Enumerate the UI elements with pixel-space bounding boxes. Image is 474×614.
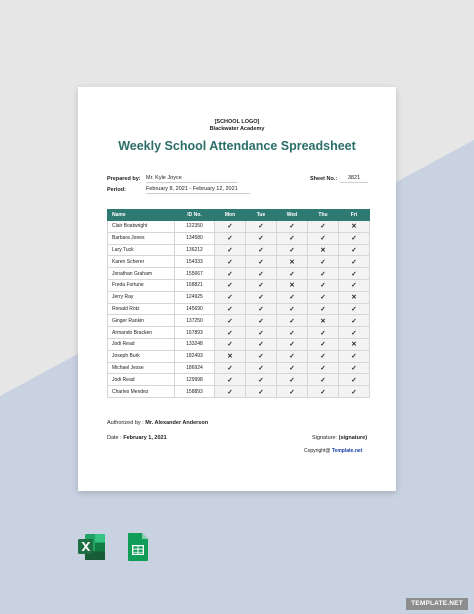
attendance-mark-tue: ✓: [246, 374, 277, 386]
attendance-mark-tue: ✓: [246, 315, 277, 327]
attendance-mark-fri: ✓: [339, 244, 370, 256]
student-name: Charles Mendez: [108, 386, 175, 398]
table-row: [108, 386, 370, 398]
attendance-mark-thu: ✕: [308, 315, 339, 327]
header-name: Name: [108, 210, 175, 221]
header-id: ID No.: [175, 210, 215, 221]
student-name: Ginger Rankin: [108, 315, 175, 327]
table-row: [108, 374, 370, 386]
attendance-mark-tue: ✓: [246, 386, 277, 398]
attendance-mark-wed: ✓: [277, 362, 308, 374]
attendance-mark-fri: ✓: [339, 350, 370, 362]
student-id: 136212: [175, 244, 215, 256]
signature-line: [312, 435, 367, 441]
attendance-mark-thu: ✓: [308, 268, 339, 280]
attendance-mark-mon: ✓: [215, 315, 246, 327]
attendance-mark-mon: ✓: [215, 232, 246, 244]
attendance-mark-thu: ✓: [308, 362, 339, 374]
student-id: 122350: [175, 221, 215, 233]
period-value: February 8, 2021 - February 12, 2021: [146, 185, 250, 194]
google-sheets-icon[interactable]: [127, 532, 149, 562]
student-name: Ronald Rotz: [108, 303, 175, 315]
table-row: [108, 221, 370, 233]
attendance-mark-fri: ✓: [339, 268, 370, 280]
student-id: 182493: [175, 350, 215, 362]
attendance-mark-tue: ✓: [246, 244, 277, 256]
attendance-mark-thu: ✓: [308, 256, 339, 268]
table-row: [108, 291, 370, 303]
student-id: 155667: [175, 268, 215, 280]
student-id: 186924: [175, 362, 215, 374]
table-row: [108, 327, 370, 339]
attendance-mark-wed: ✓: [277, 291, 308, 303]
attendance-mark-wed: ✓: [277, 232, 308, 244]
attendance-mark-wed: ✓: [277, 244, 308, 256]
authorized-by-line: [107, 420, 208, 426]
document-title: Weekly School Attendance Spreadsheet: [118, 139, 356, 153]
attendance-mark-wed: ✓: [277, 338, 308, 350]
attendance-mark-mon: ✓: [215, 338, 246, 350]
attendance-table-body: [108, 221, 370, 398]
attendance-mark-wed: ✕: [277, 279, 308, 291]
attendance-mark-mon: ✓: [215, 386, 246, 398]
student-id: 158893: [175, 386, 215, 398]
student-name: Clair Boatwright: [108, 221, 175, 233]
header-tue: Tue: [246, 210, 277, 221]
attendance-mark-mon: ✓: [215, 221, 246, 233]
table-row: [108, 268, 370, 280]
table-row: [108, 338, 370, 350]
student-name: Jerry Ray: [108, 291, 175, 303]
attendance-mark-mon: ✓: [215, 291, 246, 303]
attendance-mark-tue: ✓: [246, 291, 277, 303]
attendance-mark-fri: ✕: [339, 221, 370, 233]
attendance-mark-thu: ✓: [308, 232, 339, 244]
attendance-mark-wed: ✓: [277, 374, 308, 386]
attendance-mark-fri: ✓: [339, 256, 370, 268]
student-id: 134580: [175, 232, 215, 244]
student-id: 154333: [175, 256, 215, 268]
attendance-mark-tue: ✓: [246, 303, 277, 315]
attendance-mark-thu: ✓: [308, 221, 339, 233]
attendance-mark-tue: ✓: [246, 256, 277, 268]
attendance-mark-mon: ✕: [215, 350, 246, 362]
attendance-mark-wed: ✓: [277, 315, 308, 327]
student-id: 124925: [175, 291, 215, 303]
attendance-mark-mon: ✓: [215, 268, 246, 280]
student-name: Lary Tuck: [108, 244, 175, 256]
student-name: Karen Scherer: [108, 256, 175, 268]
student-id: 145690: [175, 303, 215, 315]
attendance-mark-fri: ✕: [339, 291, 370, 303]
attendance-mark-mon: ✓: [215, 303, 246, 315]
attendance-mark-fri: ✕: [339, 338, 370, 350]
header-mon: Mon: [215, 210, 246, 221]
student-name: Barbara Jones: [108, 232, 175, 244]
student-id: 133248: [175, 338, 215, 350]
table-row: [108, 303, 370, 315]
prepared-by-value: Mr. Kyle Joyce: [146, 174, 238, 183]
student-name: Jodi Read: [108, 338, 175, 350]
header-wed: Wed: [277, 210, 308, 221]
copyright-line: [304, 448, 362, 454]
attendance-mark-mon: ✓: [215, 256, 246, 268]
school-name: Blackwater Academy: [209, 126, 265, 132]
attendance-mark-fri: ✓: [339, 232, 370, 244]
signature-label: Signature:: [312, 435, 338, 441]
attendance-mark-fri: ✓: [339, 279, 370, 291]
signature-value: (signature): [338, 435, 368, 441]
student-name: Jodi Read: [108, 374, 175, 386]
attendance-mark-thu: ✓: [308, 327, 339, 339]
attendance-table: [107, 209, 370, 398]
attendance-mark-fri: ✓: [339, 362, 370, 374]
attendance-mark-wed: ✓: [277, 386, 308, 398]
attendance-mark-thu: ✓: [308, 374, 339, 386]
table-header-row: [108, 210, 370, 221]
copyright-label: Copyright@: [304, 448, 331, 454]
attendance-mark-tue: ✓: [246, 232, 277, 244]
attendance-mark-thu: ✓: [308, 338, 339, 350]
attendance-mark-fri: ✓: [339, 386, 370, 398]
attendance-mark-tue: ✓: [246, 362, 277, 374]
attendance-mark-wed: ✓: [277, 303, 308, 315]
sheet-no-label: Sheet No.:: [310, 176, 338, 182]
student-name: Joseph Burk: [108, 350, 175, 362]
table-row: [108, 315, 370, 327]
authorized-by-label: Authorized by :: [107, 420, 144, 426]
student-id: 129998: [175, 374, 215, 386]
table-row: [108, 232, 370, 244]
attendance-mark-mon: ✓: [215, 279, 246, 291]
table-row: [108, 279, 370, 291]
prepared-by-label: Prepared by:: [107, 176, 141, 182]
attendance-mark-thu: ✕: [308, 244, 339, 256]
student-name: Armando Bracken: [108, 327, 175, 339]
attendance-document: [78, 87, 396, 491]
student-name: Freda Fortune: [108, 279, 175, 291]
date-value: February 1, 2021: [123, 435, 167, 441]
table-row: [108, 244, 370, 256]
table-row: [108, 362, 370, 374]
copyright-link[interactable]: Template.net: [331, 448, 363, 454]
sheet-no-value: 3821: [340, 174, 368, 183]
student-name: Michael Jesse: [108, 362, 175, 374]
date-line: [107, 435, 167, 441]
attendance-mark-mon: ✓: [215, 374, 246, 386]
attendance-mark-thu: ✓: [308, 350, 339, 362]
attendance-mark-tue: ✓: [246, 279, 277, 291]
student-id: 137250: [175, 315, 215, 327]
attendance-mark-fri: ✓: [339, 327, 370, 339]
attendance-mark-fri: ✓: [339, 303, 370, 315]
school-logo-placeholder: [SCHOOL LOGO]: [214, 119, 260, 125]
excel-icon[interactable]: [77, 532, 107, 562]
attendance-mark-fri: ✓: [339, 374, 370, 386]
attendance-mark-fri: ✓: [339, 315, 370, 327]
attendance-mark-mon: ✓: [215, 327, 246, 339]
attendance-mark-thu: ✓: [308, 386, 339, 398]
attendance-mark-thu: ✓: [308, 279, 339, 291]
attendance-mark-tue: ✓: [246, 350, 277, 362]
attendance-mark-mon: ✓: [215, 362, 246, 374]
attendance-mark-mon: ✓: [215, 244, 246, 256]
attendance-mark-tue: ✓: [246, 268, 277, 280]
header-thu: Thu: [308, 210, 339, 221]
attendance-mark-wed: ✕: [277, 256, 308, 268]
template-net-watermark: TEMPLATE.NET: [406, 598, 468, 610]
attendance-mark-tue: ✓: [246, 221, 277, 233]
student-id: 167893: [175, 327, 215, 339]
attendance-mark-wed: ✓: [277, 327, 308, 339]
table-row: [108, 350, 370, 362]
table-row: [108, 256, 370, 268]
attendance-mark-tue: ✓: [246, 327, 277, 339]
attendance-mark-thu: ✓: [308, 303, 339, 315]
attendance-mark-wed: ✓: [277, 221, 308, 233]
attendance-mark-tue: ✓: [246, 338, 277, 350]
student-name: Jonathan Graham: [108, 268, 175, 280]
date-label: Date :: [107, 435, 122, 441]
header-fri: Fri: [339, 210, 370, 221]
student-id: 168821: [175, 279, 215, 291]
attendance-mark-wed: ✓: [277, 350, 308, 362]
period-label: Period:: [107, 187, 126, 193]
attendance-mark-wed: ✓: [277, 268, 308, 280]
attendance-mark-thu: ✓: [308, 291, 339, 303]
authorized-by-value: Mr. Alexander Anderson: [145, 420, 209, 426]
